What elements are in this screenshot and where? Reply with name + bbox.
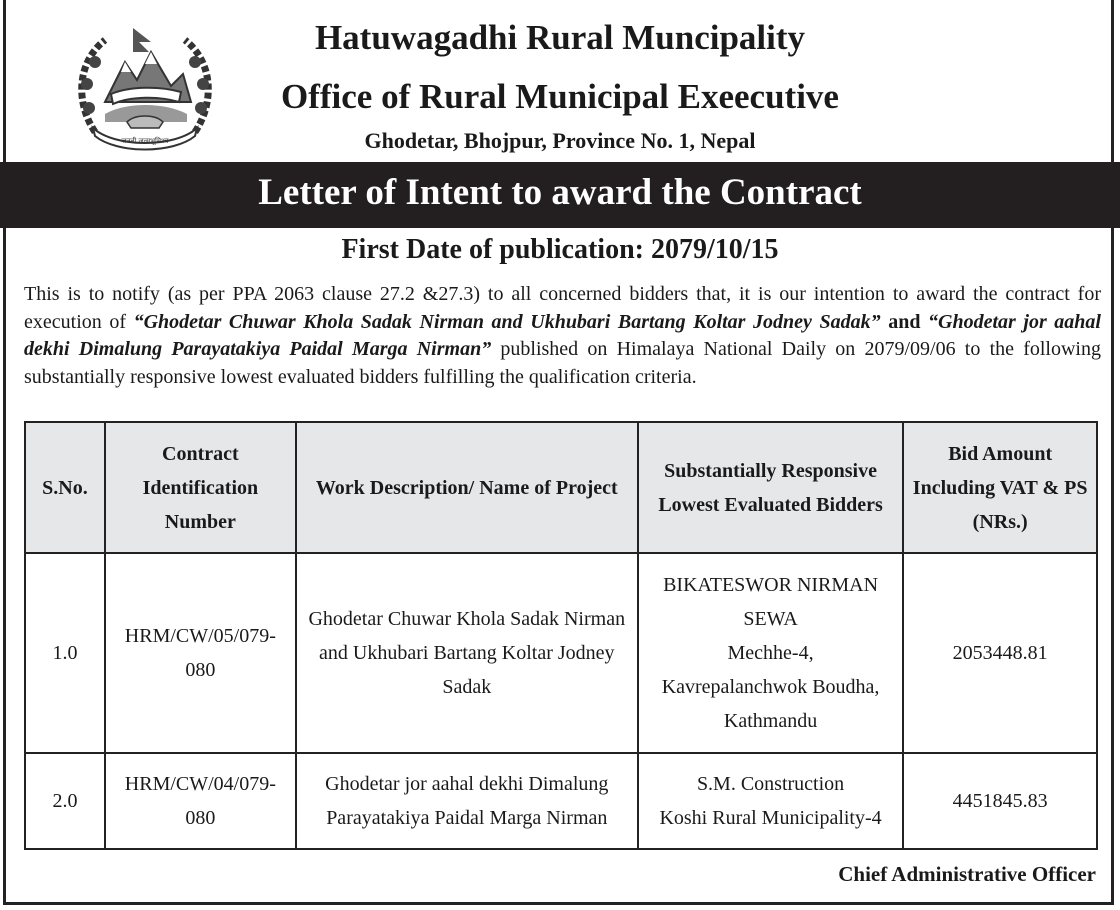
cell-bidder [638,753,904,849]
notice-and: and [880,310,929,333]
bidder-name: S.M. Construction [696,773,845,795]
svg-text:जननी जन्मभूमिश्च: जननी जन्मभूमिश्च [121,137,169,145]
project-2-name: “Ghodetar jor aahal dekhi Dimalung Parayatakiya Paidal Marga Nirman” [24,310,1101,360]
project-1-name: “Ghodetar Chuwar Khola Sadak Nirman and Ukhubari Bartang Koltar Jodney Sadak” [133,310,881,333]
bidder-address-2: Kavrepalanchwok Boudha, Kathmandu [661,676,880,732]
col-header-amount: Bid Amount Including VAT & PS (NRs.) [903,422,1097,553]
cell-bidder [638,553,904,753]
table-row [25,753,1097,849]
cell-amount: 4451845.83 [903,753,1097,849]
col-header-sno: S.No. [25,422,105,553]
cell-sno: 1.0 [25,553,105,753]
publication-date: First Date of publication: 2079/10/15 [341,234,779,265]
bidder-address-1: Mechhe-4, [727,642,814,664]
cell-contract-id: HRM/CW/05/079-080 [105,553,296,753]
table-header-row [25,422,1097,553]
notice-text-2: published on Himalaya National Daily on 2079/09/06 to the following substantially responsive lowest evaluated bidders fulfilling the qualification criteria. [24,338,1101,388]
cell-work: Ghodetar Chuwar Khola Sadak Nirman and Ukhubari Bartang Koltar Jodney Sadak [296,553,638,753]
col-header-contract-id: Contract Identification Number [105,422,296,553]
cell-contract-id: HRM/CW/04/079-080 [105,753,296,849]
office-title: Office of Rural Municipal Exeecutive [281,77,839,116]
cell-work: Ghodetar jor aahal dekhi Dimalung Parayatakiya Paidal Marga Nirman [296,753,638,849]
cell-amount: 2053448.81 [903,553,1097,753]
table-row [25,553,1097,753]
notice-text-1: This is to notify (as per PPA 2063 clause 27.2 &27.3) to all concerned bidders that, it is our intention to award the contract for execution of [24,283,1101,333]
col-header-work: Work Description/ Name of Project [296,422,638,553]
municipality-title: Hatuwagadhi Rural Muncipality [314,18,806,57]
col-header-bidder: Substantially Responsive Lowest Evaluated Bidders [638,422,904,553]
notice-title: Letter of Intent to award the Contract [258,172,862,213]
bidder-name: BIKATESWOR NIRMAN SEWA [663,574,879,630]
cell-sno: 2.0 [25,753,105,849]
office-address: Ghodetar, Bhojpur, Province No. 1, Nepal [364,128,756,153]
bidder-address-1: Koshi Rural Municipality-4 [659,807,882,829]
award-table [24,421,1098,850]
signatory-title: Chief Administrative Officer [838,862,1096,886]
nepal-emblem-icon [75,22,215,152]
notice-body [24,281,1101,391]
